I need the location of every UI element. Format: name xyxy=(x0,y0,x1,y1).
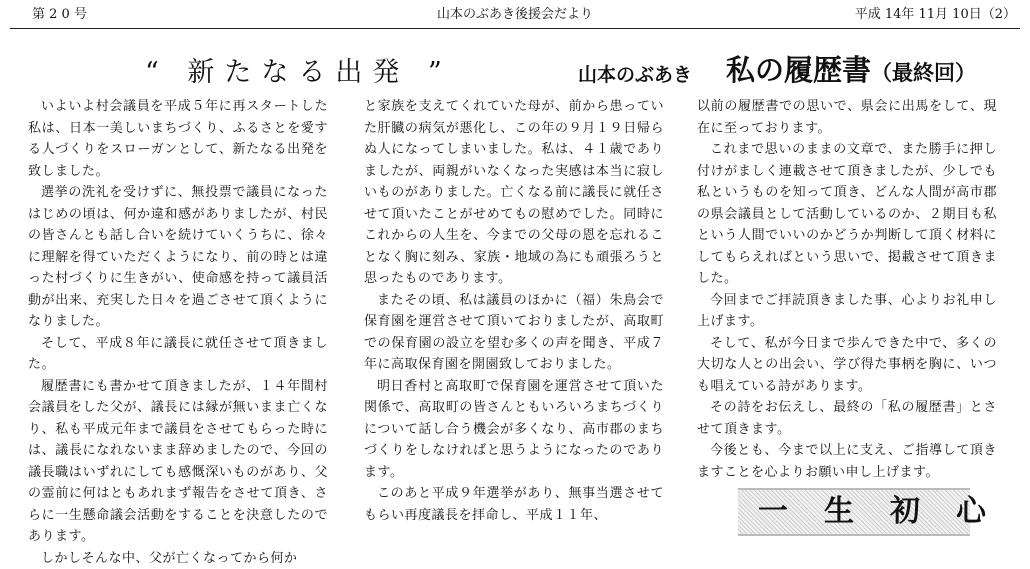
series-title xyxy=(726,48,976,89)
series-name: 私の履歴書 xyxy=(726,53,871,87)
article-column-2 xyxy=(364,96,664,526)
article-column-1 xyxy=(28,96,328,569)
article-title: “ 新たなる出発 ” xyxy=(145,50,452,89)
paragraph: いよいよ村会議員を平成５年に再スタートした私は、日本一美しいまちづくり、ふるさとを愛する人づくりをスローガンとして、新たなる出発を致しました。 xyxy=(28,96,328,182)
paragraph: このあと平成９年選挙があり、無事当選させてもらい再度議長を拝命し、平成１１年、 xyxy=(364,483,664,526)
paragraph: またその頃、私は議員のほかに（福）朱鳥会で保育園を運営させて頂いておりましたが、高取町での保育園の設立を望む多くの声を聞き、平成７年に高取保育園を開園致しておりました。 xyxy=(364,290,664,376)
paragraph: 今回までご拝読頂きました事、心よりお礼申し上げます。 xyxy=(697,290,997,333)
paragraph: 明日香村と高取町で保育園を運営させて頂いた関係で、高取町の皆さんともいろいろまちづくりについて話し合う機会が多くなり、高市郡のまちづくりをしなければと思うようになったのであります。 xyxy=(364,376,664,484)
article-column-3 xyxy=(697,96,997,483)
author-name: 山本のぶあき xyxy=(578,60,692,87)
paragraph: 履歴書にも書かせて頂きましたが、１４年間村会議員をした父が、議長には縁が無いまま亡くなり、私も平成元年まで議員をさせてもらった時には、議長になれないまま辞めましたので、今回の議長職はいずれにしても感慨深いものがあり、父の霊前に何はともあれまず報告をさせて頂き、さらに一生懸命議会活動をすることを決意したのであります。 xyxy=(28,376,328,548)
page-header xyxy=(10,4,1020,29)
issue-number: 第 2 0 号 xyxy=(32,4,87,26)
paragraph: 以前の履歴書での思いで、県会に出馬をして、現在に至っております。 xyxy=(697,96,997,139)
paragraph: そして、私が今日まで歩んできた中で、多くの大切な人との出会い、学び得た事柄を胸に、いつも唱えている詩があります。 xyxy=(697,333,997,398)
paragraph: 選挙の洗礼を受けずに、無投票で議員になったはじめの頃は、何か違和感がありましたが、村民の皆さんとも話し合いを続けていくうちに、徐々に理解を得ていただくようになり、前の時とは違った村づくりに生きがい、使命感を持って議員活動が出来、充実した日々を過ごさせて頂くようになりました。 xyxy=(28,182,328,333)
paragraph: と家族を支えてくれていた母が、前から患っていた肝臓の病気が悪化し、この年の９月１９日帰らぬ人になってしまいました。私は、４１歳でありましたが、両親がいなくなった実感は本当に寂しいものがありました。亡くなる前に議長に就任させて頂いたことがせめてもの慰めでした。同時にこれからの人生を、今までの父母の恩を忘れることなく胸に刻み、家族・地域の為にも頑張ろうと思ったものであります。 xyxy=(364,96,664,290)
paragraph: これまで思いのままの文章で、また勝手に押し付けがましく連載させて頂きましたが、少しでも私というものを知って頂き、どんな人間が高市郡の県会議員として活動しているのか、２期目も私という人間でいいのかどうか判断して頂く材料にしてもらえればという思いで、掲載させて頂きました。 xyxy=(697,139,997,290)
motto-banner: 一生初心 xyxy=(738,488,970,536)
paragraph: 今後とも、今まで以上に支え、ご指導して頂きますことを心よりお願い申し上げます。 xyxy=(697,440,997,483)
title-row xyxy=(0,44,1030,96)
publication-name: 山本のぶあき後援会だより xyxy=(10,4,1020,26)
issue-date: 平成 14年 11月 10日（2） xyxy=(855,4,1016,26)
paragraph: しかしそんな中、父が亡くなってから何か xyxy=(28,548,328,569)
paragraph: その詩をお伝えし、最終の「私の履歴書」とさせて頂きます。 xyxy=(697,397,997,440)
series-note: （最終回） xyxy=(871,61,976,85)
paragraph: そして、平成８年に議長に就任させて頂きました。 xyxy=(28,333,328,376)
